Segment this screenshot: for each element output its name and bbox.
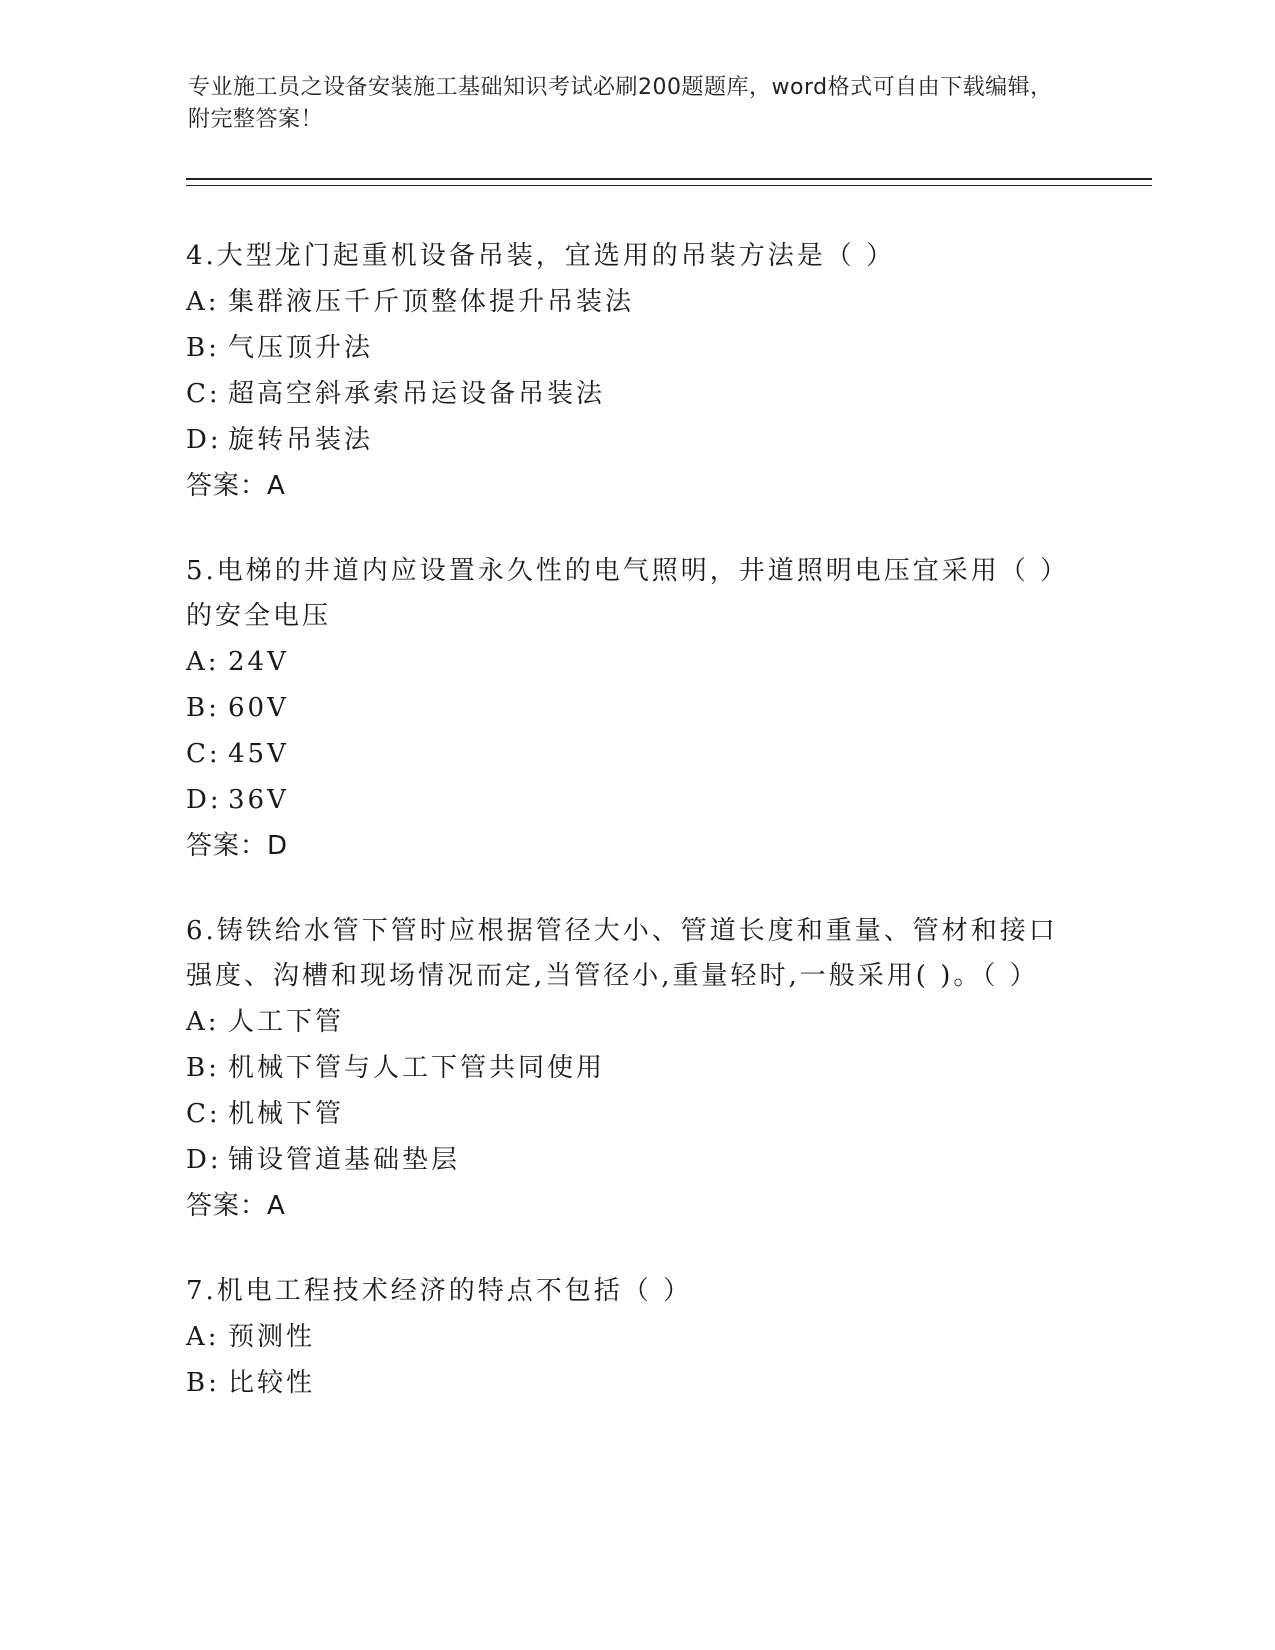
option-key: D: [186,425,222,455]
option-a [186,1314,1086,1360]
option-text: 铺设管道基础垫层 [228,1145,461,1175]
question-stem: 6.铸铁给水管下管时应根据管径大小、管道长度和重量、管材和接口强度、沟槽和现场情况而定,当管径小,重量轻时,一般采用( )。（ ） [186,916,1058,991]
option-text: 45V [228,739,289,769]
question-5 [186,549,1086,869]
option-b [186,1360,1086,1406]
question-list [186,234,1086,1406]
option-d [186,777,1086,823]
question-7 [186,1269,1086,1406]
option-key: B: [186,1368,220,1398]
answer-line: 答案：D [186,831,289,861]
option-key: C: [186,739,221,769]
option-text: 旋转吊装法 [228,425,374,455]
document-header: 专业施工员之设备安装施工基础知识考试必刷200题题库，word格式可自由下载编辑，附完整答案！ [188,75,1053,132]
option-key: A: [186,647,220,677]
question-stem: 4.大型龙门起重机设备吊装，宜选用的吊装方法是（ ） [186,241,896,271]
option-key: A: [186,1007,220,1037]
option-key: A: [186,1322,220,1352]
option-text: 超高空斜承索吊运设备吊装法 [228,379,606,409]
option-key: C: [186,379,221,409]
option-a [186,639,1086,685]
option-key: B: [186,333,220,363]
option-key: C: [186,1099,221,1129]
option-a [186,279,1086,325]
question-4 [186,234,1086,509]
option-text: 气压顶升法 [228,333,374,363]
option-text: 60V [228,693,289,723]
option-d [186,1137,1086,1183]
option-c [186,371,1086,417]
header-divider [186,178,1152,186]
question-6 [186,909,1086,1229]
option-key: B: [186,693,220,723]
option-c [186,731,1086,777]
option-c [186,1091,1086,1137]
answer-line: 答案：A [186,1191,286,1221]
option-key: D: [186,785,222,815]
option-text: 比较性 [228,1368,316,1398]
option-b [186,1045,1086,1091]
option-text: 人工下管 [228,1007,345,1037]
option-b [186,325,1086,371]
option-text: 24V [228,647,289,677]
option-a [186,999,1086,1045]
option-b [186,685,1086,731]
option-text: 机械下管 [228,1099,345,1129]
option-key: A: [186,287,220,317]
option-key: D: [186,1145,222,1175]
option-key: B: [186,1053,220,1083]
answer-line: 答案：A [186,471,286,501]
question-stem: 7.机电工程技术经济的特点不包括（ ） [186,1276,693,1306]
option-text: 36V [228,785,289,815]
option-text: 机械下管与人工下管共同使用 [228,1053,606,1083]
option-text: 预测性 [228,1322,316,1352]
question-stem: 5.电梯的井道内应设置永久性的电气照明，井道照明电压宜采用（ ）的安全电压 [186,556,1070,631]
option-text: 集群液压千斤顶整体提升吊装法 [228,287,635,317]
option-d [186,417,1086,463]
